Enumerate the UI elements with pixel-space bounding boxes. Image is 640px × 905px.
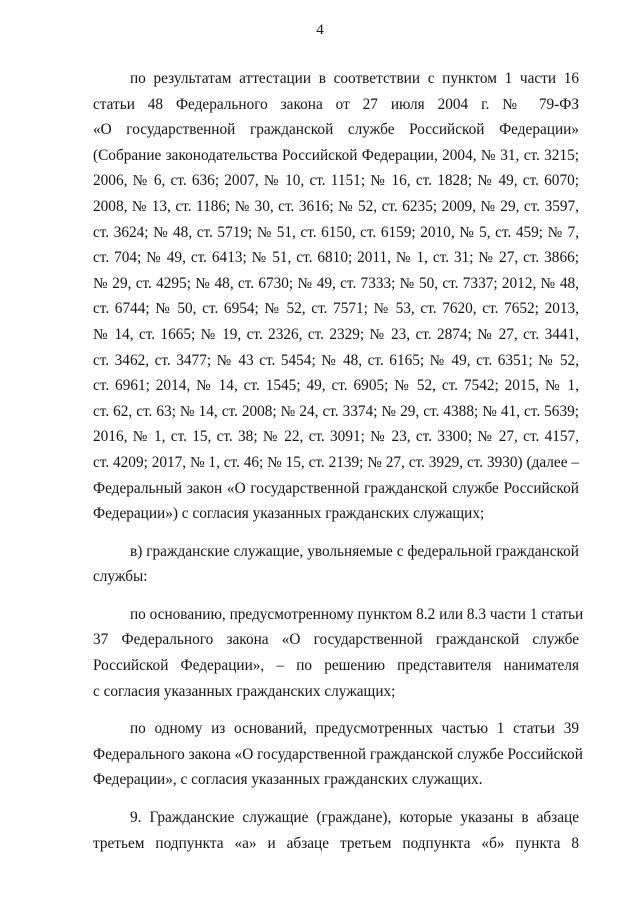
text-line: № 14, ст. 1665; № 19, ст. 2326, ст. 2329; № 23, ст. 2874; № 27, ст. 3441, bbox=[93, 325, 579, 343]
text-line: ст. 6744; № 50, ст. 6954; № 52, ст. 7571; № 53, ст. 7620, ст. 7652; 2013, bbox=[93, 300, 579, 318]
para-ground-8-2 bbox=[93, 602, 584, 704]
text-line: в) гражданские служащие, увольняемые с федеральной гражданской bbox=[130, 542, 579, 560]
text-line: службы: bbox=[93, 568, 148, 586]
text-line: ст. 6961; 2014, № 14, ст. 1545; 49, ст. 6905; № 52, ст. 7542; 2015, № 1, bbox=[93, 377, 579, 395]
text-line: 2008, № 13, ст. 1186; № 30, ст. 3616; № 52, ст. 6235; 2009, № 29, ст. 3597, bbox=[93, 197, 579, 215]
text-line: ст. 3624; № 48, ст. 5719; № 51, ст. 6150, ст. 6159; 2010, № 5, ст. 459; № 7, bbox=[93, 223, 579, 241]
document-body bbox=[93, 66, 584, 856]
text-line: 9. Гражданские служащие (граждане), которые указаны в абзаце bbox=[130, 809, 579, 827]
text-line: «О государственной гражданской службе Российской Федерации» bbox=[93, 121, 579, 139]
text-line: ст. 704; № 49, ст. 6413; № 51, ст. 6810; 2011, № 1, ст. 31; № 27, ст. 3866; bbox=[93, 249, 579, 267]
text-line: № 29, ст. 4295; № 48, ст. 6730; № 49, ст. 7333; № 50, ст. 7337; 2012, № 48, bbox=[93, 274, 579, 292]
text-line: 2006, № 6, ст. 636; 2007, № 10, ст. 1151; № 16, ст. 1828; № 49, ст. 6070; bbox=[93, 172, 579, 190]
text-line: Федерации») с согласия указанных гражданских служащих; bbox=[93, 505, 485, 523]
text-line: по результатам аттестации в соответствии с пунктом 1 части 16 bbox=[130, 70, 579, 87]
text-line: 2016, № 1, ст. 15, ст. 38; № 22, ст. 3091; № 23, ст. 3300; № 27, ст. 4157, bbox=[93, 428, 579, 446]
para-item-v bbox=[93, 539, 579, 590]
text-line: третьем подпункта «а» и абзаце третьем подпункта «б» пункта 8 bbox=[93, 834, 579, 852]
text-line: по одному из оснований, предусмотренных частью 1 статьи 39 bbox=[130, 720, 579, 738]
text-line: Федерации», с согласия указанных гражданских служащих. bbox=[93, 771, 483, 789]
text-line: Федеральный закон «О государственной гражданской службе Российской bbox=[93, 479, 579, 497]
text-line: статьи 48 Федерального закона от 27 июля 2004 г. № 79-ФЗ bbox=[93, 95, 579, 113]
para-ground-39 bbox=[93, 716, 583, 793]
text-line: Российской Федерации», – по решению представителя нанимателя bbox=[93, 657, 579, 675]
page-number: 4 bbox=[316, 22, 324, 38]
text-line: по основанию, предусмотренному пунктом 8.2 или 8.3 части 1 статьи bbox=[130, 605, 584, 623]
text-line: ст. 3462, ст. 3477; № 43 ст. 5454; № 48, ст. 6165; № 49, ст. 6351; № 52, bbox=[93, 351, 579, 369]
text-line: (Собрание законодательства Российской Федерации, 2004, № 31, ст. 3215; bbox=[93, 146, 579, 164]
text-line: Федерального закона «О государственной гражданской службе Российской bbox=[93, 745, 583, 763]
text-line: 37 Федерального закона «О государственной гражданской службе bbox=[93, 631, 579, 649]
para-9 bbox=[93, 805, 579, 856]
text-line: ст. 62, ст. 63; № 14, ст. 2008; № 24, ст. 3374; № 29, ст. 4388; № 41, ст. 5639; bbox=[93, 402, 579, 420]
para-attestation bbox=[93, 66, 579, 527]
text-line: с согласия указанных гражданских служащих; bbox=[93, 682, 396, 700]
text-line: ст. 4209; 2017, № 1, ст. 46; № 15, ст. 2139; № 27, ст. 3929, ст. 3930) (далее – bbox=[93, 453, 579, 471]
